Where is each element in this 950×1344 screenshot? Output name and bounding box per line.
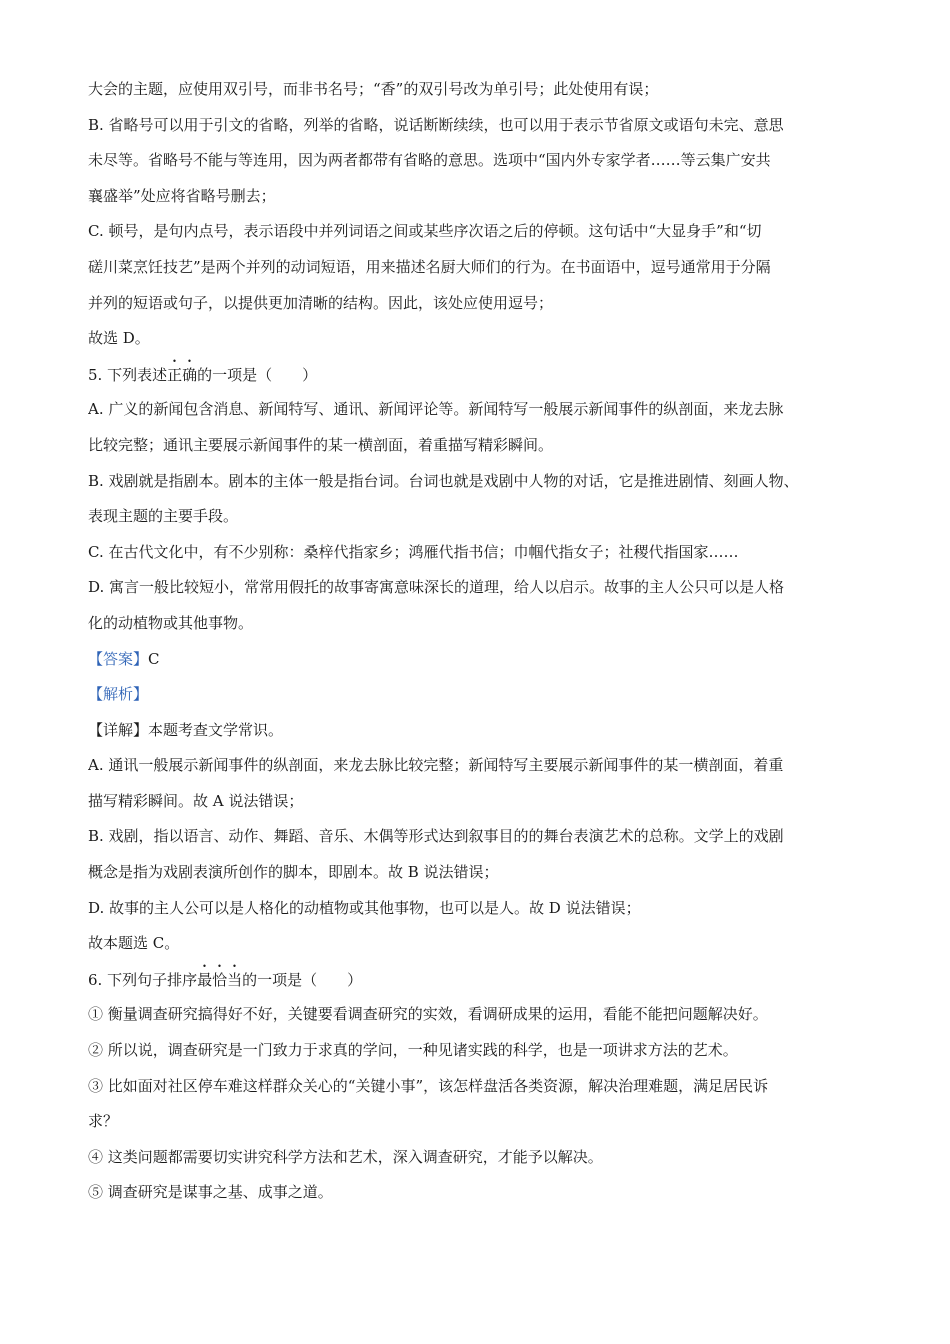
detail-line: 描写精彩瞬间。故 A 说法错误； xyxy=(88,791,304,810)
answer-tag: 【答案】 xyxy=(88,649,149,668)
stem-text: 6. 下列句子排序 xyxy=(88,970,198,989)
stem-text: 的一项是（ ） xyxy=(197,365,318,384)
option-line: 表现主题的主要手段。 xyxy=(88,507,239,526)
text-line: 故选 D。 xyxy=(88,329,150,348)
sentence-item: ① 衡量调查研究搞得好不好，关键要看调查研究的实效，看调研成果的运用，看能不能把问题解决好。 xyxy=(88,1005,768,1024)
question-5-stem xyxy=(88,357,870,393)
text-line: 并列的短语或句子，以提供更加清晰的结构。因此，该处应使用逗号； xyxy=(88,293,554,312)
emphasis-word: 最恰当 xyxy=(197,970,243,989)
sentence-item: ⑤ 调查研究是谋事之基、成事之道。 xyxy=(88,1183,333,1202)
text-line: 大会的主题，应使用双引号，而非书名号；“香”的双引号改为单引号；此处使用有误； xyxy=(88,80,659,98)
sentence-item: ③ 比如面对社区停车难这样群众关心的“关键小事”，该怎样盘活各类资源，解决治理难题，满足居民诉 xyxy=(88,1076,769,1095)
detail-line: 故本题选 C。 xyxy=(88,934,180,953)
answer-line xyxy=(88,642,870,678)
option-line: A. 广义的新闻包含消息、新闻特写、通讯、新闻评论等。新闻特写一般展示新闻事件的纵剖面，来龙去脉 xyxy=(88,400,784,419)
answer-value: C xyxy=(148,649,160,668)
sentence-item: 求？ xyxy=(88,1112,119,1131)
text-line: 襄盛举”处应将省略号删去； xyxy=(88,186,276,205)
option-line: 比较完整；通讯主要展示新闻事件的某一横剖面，着重描写精彩瞬间。 xyxy=(88,435,554,454)
analysis-tag: 【解析】 xyxy=(88,685,149,704)
emphasis-word: 正确 xyxy=(167,365,198,384)
document-page xyxy=(88,72,870,1211)
sentence-item: ② 所以说，调查研究是一门致力于求真的学问，一种见诸实践的科学，也是一项讲求方法的艺术。 xyxy=(88,1041,738,1060)
stem-text: 的一项是（ ） xyxy=(242,970,363,989)
text-line: C. 顿号，是句内点号，表示语段中并列词语之间或某些序次语之后的停顿。这句话中“大显身手”和“切 xyxy=(88,222,762,241)
detail-line: D. 故事的主人公可以是人格化的动植物或其他事物，也可以是人。故 D 说法错误； xyxy=(88,898,641,917)
text-line: B. 省略号可以用于引文的省略，列举的省略，说话断断续续，也可以用于表示节省原文或语句未完、意思 xyxy=(88,115,784,134)
detail-line: B. 戏剧，指以语言、动作、舞蹈、音乐、木偶等形式达到叙事目的的舞台表演艺术的总称。文学上的戏剧 xyxy=(88,827,784,846)
option-line: C. 在古代文化中，有不少别称：桑梓代指家乡；鸿雁代指书信；巾帼代指女子；社稷代指国家…… xyxy=(88,542,739,561)
detail-line: A. 通讯一般展示新闻事件的纵剖面，来龙去脉比较完整；新闻特写主要展示新闻事件的某一横剖面，着重 xyxy=(88,756,784,775)
option-line: B. 戏剧就是指剧本。剧本的主体一般是指台词。台词也就是戏剧中人物的对话，它是推进剧情、刻画人物、 xyxy=(88,471,799,490)
sentence-item: ④ 这类问题都需要切实讲究科学方法和艺术，深入调查研究，才能予以解决。 xyxy=(88,1147,603,1166)
text-line: 磋川菜烹饪技艺”是两个并列的动词短语，用来描述名厨大师们的行为。在书面语中，逗号通常用于分隔 xyxy=(88,257,771,276)
question-6-stem xyxy=(88,962,870,998)
stem-text: 5. 下列表述 xyxy=(88,365,168,384)
option-line: D. 寓言一般比较短小，常常用假托的故事寄寓意味深长的道理，给人以启示。故事的主人公只可以是人格 xyxy=(88,578,785,597)
option-line: 化的动植物或其他事物。 xyxy=(88,613,254,632)
detail-line: 概念是指为戏剧表演所创作的脚本，即剧本。故 B 说法错误； xyxy=(88,863,499,882)
text-line: 未尽等。省略号不能与等连用，因为两者都带有省略的意思。选项中“国内外专家学者……等云集广安共 xyxy=(88,151,771,170)
detail-line: 【详解】本题考查文学常识。 xyxy=(88,720,284,739)
